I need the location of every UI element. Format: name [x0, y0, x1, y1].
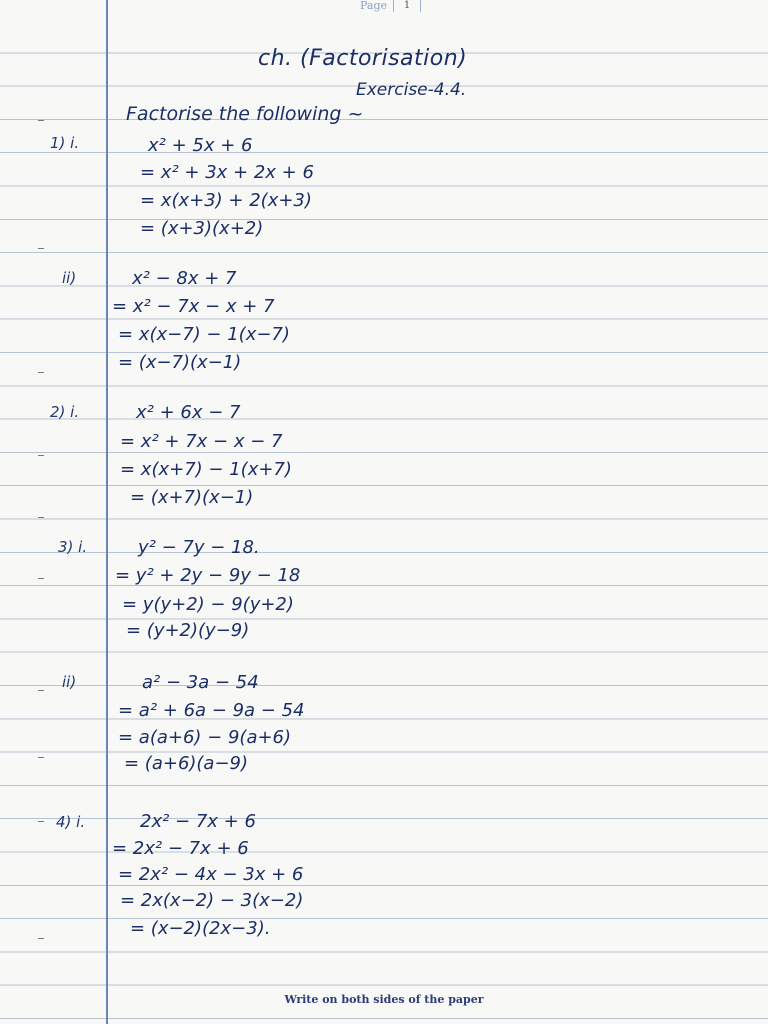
- problem-line: = a(a+6) − 9(a+6): [118, 727, 292, 748]
- margin-tick: [38, 455, 44, 456]
- problem-line: = (a+6)(a−9): [124, 753, 249, 774]
- problem-line: 2x² − 7x + 6: [140, 811, 256, 832]
- problem-line: = (x−7)(x−1): [118, 352, 242, 373]
- problem-label: 1) i.: [50, 134, 80, 152]
- chapter-title: ch. (Factorisation): [258, 46, 468, 71]
- problem-line: = x(x+3) + 2(x+3): [140, 190, 312, 211]
- margin-tick: [38, 517, 44, 518]
- margin-tick: [38, 248, 44, 249]
- problem-line: = x² − 7x − x + 7: [112, 296, 275, 317]
- problem-line: x² + 5x + 6: [148, 135, 253, 156]
- problem-line: = x² + 3x + 2x + 6: [140, 162, 314, 183]
- margin-line: [106, 0, 108, 1024]
- problem-line: = (y+2)(y−9): [126, 620, 250, 641]
- margin-tick: [38, 372, 44, 373]
- page-footer: Write on both sides of the paper: [284, 993, 484, 1006]
- problem-label: ii): [62, 673, 77, 691]
- problem-line: x² − 8x + 7: [132, 268, 237, 289]
- problem-label: 3) i.: [58, 538, 88, 556]
- problem-line: = 2x(x−2) − 3(x−2): [120, 890, 304, 911]
- margin-tick: [38, 578, 44, 579]
- margin-tick: [38, 821, 44, 822]
- problem-line: = 2x² − 7x + 6: [112, 838, 249, 859]
- margin-tick: [38, 690, 44, 691]
- problem-label: 4) i.: [56, 813, 86, 831]
- problem-line: = a² + 6a − 9a − 54: [118, 700, 305, 721]
- problem-line: y² − 7y − 18.: [138, 537, 260, 558]
- problem-label: 2) i.: [50, 403, 80, 421]
- page-label: Page: [360, 0, 388, 12]
- problem-line: x² + 6x − 7: [136, 402, 241, 423]
- page-number-header: [360, 0, 421, 12]
- problem-line: = x(x+7) − 1(x+7): [120, 459, 292, 480]
- margin-tick: [38, 938, 44, 939]
- problem-line: = x² + 7x − x − 7: [120, 431, 283, 452]
- problem-label: ii): [62, 269, 77, 287]
- problem-line: = y² + 2y − 9y − 18: [115, 565, 301, 586]
- margin-tick: [38, 120, 44, 121]
- page-number-box: [393, 0, 421, 12]
- margin-tick: [38, 757, 44, 758]
- problem-line: = (x+7)(x−1): [130, 487, 254, 508]
- page-number: 1: [403, 0, 411, 11]
- problem-line: = (x+3)(x+2): [140, 218, 264, 239]
- problem-line: = y(y+2) − 9(y+2): [122, 594, 294, 615]
- problem-line: a² − 3a − 54: [142, 672, 259, 693]
- problem-line: = (x−2)(2x−3).: [130, 918, 271, 939]
- problem-line: = 2x² − 4x − 3x + 6: [118, 864, 304, 885]
- problem-line: = x(x−7) − 1(x−7): [118, 324, 290, 345]
- instruction: Factorise the following ~: [126, 103, 364, 125]
- exercise-subtitle: Exercise-4.4.: [356, 80, 467, 100]
